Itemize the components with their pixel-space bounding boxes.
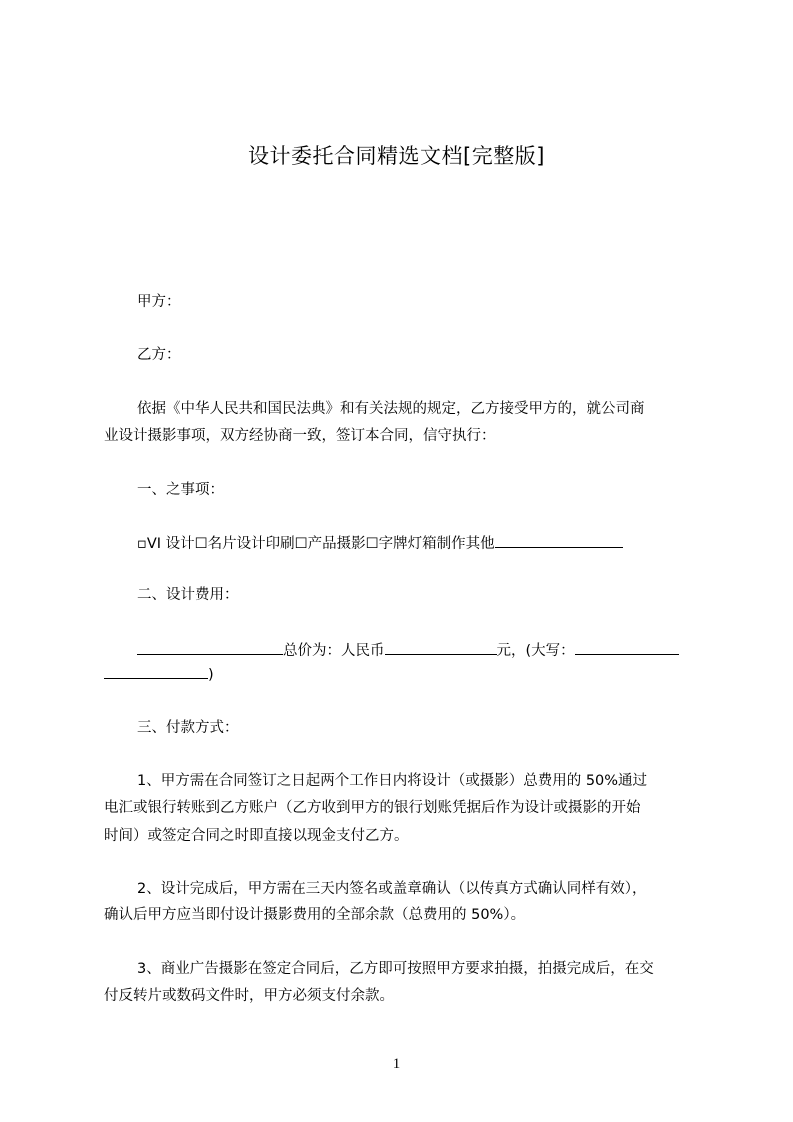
- other-item-blank: [495, 533, 623, 548]
- section-1-items-text: ▫VI 设计☐名片设计印刷☐产品摄影☐字牌灯箱制作其他: [137, 536, 495, 552]
- fee-close-paren: ): [208, 667, 214, 683]
- fee-item-blank: [137, 640, 283, 655]
- party-a-label: 甲方：: [137, 294, 181, 310]
- section-1-items-row: [137, 533, 623, 553]
- payment-1-line-2: 电汇或银行转账到乙方账户（乙方收到甲方的银行划账凭据后作为设计或摄影的开始: [104, 800, 641, 816]
- intro-paragraph-line-2: 业设计摄影事项，双方经协商一致，签订本合同，信守执行：: [104, 428, 496, 444]
- payment-2-line-2: 确认后甲方应当即付设计摄影费用的全部余款（总费用的 50%）。: [104, 907, 526, 923]
- fee-line-1: [137, 640, 679, 660]
- payment-3-line-2: 付反转片或数码文件时，甲方必须支付余款。: [104, 988, 394, 1004]
- page-number: 1: [392, 1056, 401, 1072]
- fee-uppercase-blank-continued: [104, 664, 208, 679]
- section-2-heading: 二、设计费用：: [137, 587, 239, 603]
- intro-paragraph-line-1: 依据《中华人民共和国民法典》和有关法规的规定，乙方接受甲方的，就公司商: [137, 401, 645, 417]
- fee-uppercase-blank: [575, 640, 679, 655]
- payment-1-line-1: 1、甲方需在合同签订之日起两个工作日内将设计（或摄影）总费用的 50%通过: [137, 773, 648, 789]
- fee-yuan-label: 元，(大写：: [496, 643, 575, 659]
- fee-total-label: 总价为：人民币: [283, 643, 385, 659]
- fee-amount-blank: [385, 640, 497, 655]
- party-b-label: 乙方：: [137, 347, 181, 363]
- document-title: 设计委托合同精选文档[完整版]: [248, 144, 545, 168]
- payment-1-line-3: 时间）或签定合同之时即直接以现金支付乙方。: [104, 828, 409, 844]
- fee-line-2: [104, 664, 214, 684]
- payment-3-line-1: 3、商业广告摄影在签定合同后，乙方即可按照甲方要求拍摄，拍摄完成后，在交: [137, 961, 654, 977]
- section-3-heading: 三、付款方式：: [137, 720, 239, 736]
- payment-2-line-1: 2、设计完成后，甲方需在三天内签名或盖章确认（以传真方式确认同样有效），: [137, 881, 647, 897]
- section-1-heading: 一、之事项：: [137, 482, 224, 498]
